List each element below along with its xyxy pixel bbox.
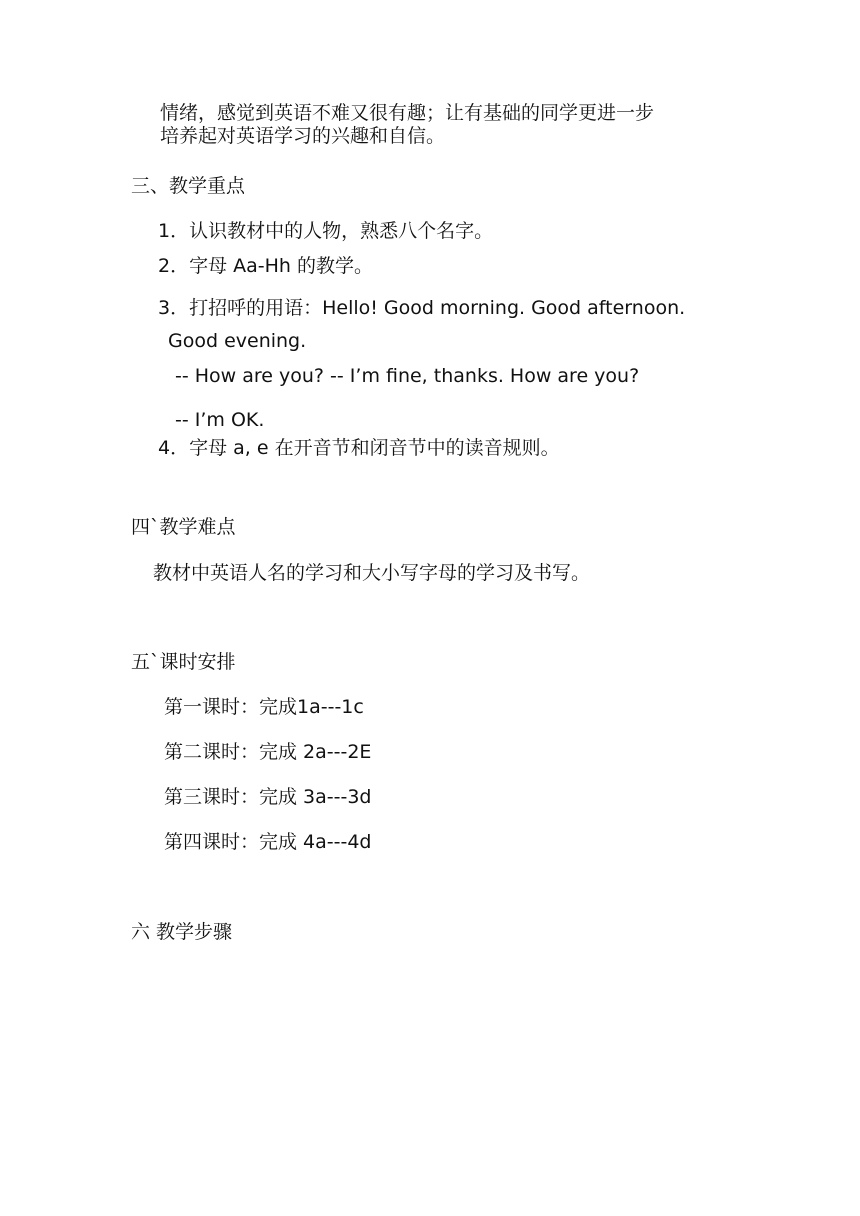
section-heading-steps: 六 教学步骤 [131,921,233,943]
section-heading-key-points: 三、教学重点 [131,175,246,197]
lesson-1: 第一课时：完成1a---1c [164,696,364,718]
section-heading-difficulties: 四`教学难点 [131,516,236,538]
intro-line-1: 情绪，感觉到英语不难又很有趣；让有基础的同学更进一步 [160,102,655,124]
difficulties-text: 教材中英语人名的学习和大小写字母的学习及书写。 [153,562,591,584]
lesson-2: 第二课时：完成 2a---2E [164,741,372,763]
key-point-1: 1．认识教材中的人物，熟悉八个名字。 [158,220,494,242]
dialog-line-1: -- How are you? -- I’m fine, thanks. How are you? [175,365,640,387]
key-point-4: 4．字母 a, e 在开音节和闭音节中的读音规则。 [158,437,560,459]
key-point-2: 2．字母 Aa-Hh 的教学。 [158,255,373,277]
dialog-line-2: -- I’m OK. [175,409,265,431]
key-point-3: 3．打招呼的用语：Hello! Good morning. Good afternoon. [158,297,686,319]
section-heading-schedule: 五`课时安排 [131,651,236,673]
key-point-3-continued: Good evening. [168,330,307,352]
intro-line-2: 培养起对英语学习的兴趣和自信。 [160,125,446,147]
lesson-3: 第三课时：完成 3a---3d [164,786,372,808]
lesson-4: 第四课时：完成 4a---4d [164,831,372,853]
